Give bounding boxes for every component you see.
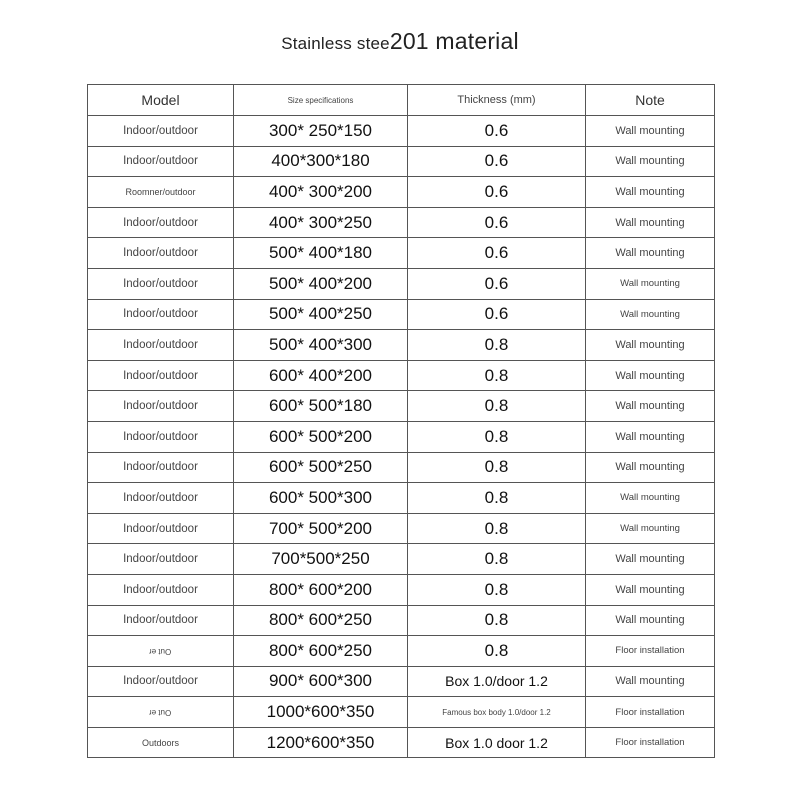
thickness-cell: 0.6 [408, 299, 586, 330]
note-cell: Floor installation [586, 636, 715, 667]
size-cell: 800* 600*200 [234, 574, 408, 605]
size-cell: 500* 400*180 [234, 238, 408, 269]
size-cell: 500* 400*300 [234, 330, 408, 361]
model-cell: Indoor/outdoor [88, 299, 234, 330]
model-cell: Indoor/outdoor [88, 605, 234, 636]
table-row [88, 330, 715, 361]
size-cell: 800* 600*250 [234, 605, 408, 636]
table-row [88, 207, 715, 238]
model-cell: Indoor/outdoor [88, 421, 234, 452]
note-cell: Wall mounting [586, 268, 715, 299]
size-cell: 700* 500*200 [234, 513, 408, 544]
thickness-cell: Box 1.0/door 1.2 [408, 666, 586, 697]
thickness-cell: Box 1.0 door 1.2 [408, 727, 586, 758]
size-cell: 600* 500*180 [234, 391, 408, 422]
table-row [88, 727, 715, 758]
table-row [88, 452, 715, 483]
note-cell: Wall mounting [586, 605, 715, 636]
size-cell: 400* 300*200 [234, 177, 408, 208]
thickness-cell: 0.6 [408, 177, 586, 208]
note-cell: Wall mounting [586, 544, 715, 575]
size-cell: 600* 400*200 [234, 360, 408, 391]
table-row [88, 421, 715, 452]
note-cell: Floor installation [586, 727, 715, 758]
model-rotated-text: Out er [149, 646, 172, 656]
thickness-cell: 0.6 [408, 116, 586, 147]
table-row [88, 605, 715, 636]
note-cell: Wall mounting [586, 116, 715, 147]
table-row [88, 360, 715, 391]
model-cell: Indoor/outdoor [88, 146, 234, 177]
note-cell: Wall mounting [586, 330, 715, 361]
model-cell: Indoor/outdoor [88, 452, 234, 483]
model-rotated-text: Out er [149, 708, 172, 718]
header-note: Note [586, 85, 715, 116]
size-cell: 400*300*180 [234, 146, 408, 177]
table-row [88, 636, 715, 667]
size-cell: 300* 250*150 [234, 116, 408, 147]
thickness-cell: 0.8 [408, 636, 586, 667]
table-row [88, 177, 715, 208]
note-cell: Wall mounting [586, 391, 715, 422]
size-cell: 1000*600*350 [234, 697, 408, 728]
table-row [88, 483, 715, 514]
size-cell: 1200*600*350 [234, 727, 408, 758]
size-cell: 900* 600*300 [234, 666, 408, 697]
model-cell: Indoor/outdoor [88, 330, 234, 361]
thickness-cell: 0.8 [408, 513, 586, 544]
model-cell [88, 636, 234, 667]
note-cell: Wall mounting [586, 177, 715, 208]
size-cell: 600* 500*250 [234, 452, 408, 483]
note-cell: Wall mounting [586, 238, 715, 269]
note-cell: Wall mounting [586, 146, 715, 177]
thickness-cell: 0.8 [408, 605, 586, 636]
model-cell: Indoor/outdoor [88, 360, 234, 391]
thickness-cell: 0.8 [408, 330, 586, 361]
header-model: Model [88, 85, 234, 116]
model-cell: Indoor/outdoor [88, 574, 234, 605]
note-cell: Wall mounting [586, 483, 715, 514]
title-part-2: 201 material [389, 28, 519, 54]
table-row [88, 544, 715, 575]
thickness-cell: 0.8 [408, 421, 586, 452]
note-cell: Wall mounting [586, 207, 715, 238]
size-cell: 600* 500*200 [234, 421, 408, 452]
table-row [88, 391, 715, 422]
note-cell: Wall mounting [586, 513, 715, 544]
page-title [0, 28, 800, 55]
note-cell: Wall mounting [586, 666, 715, 697]
size-cell: 800* 600*250 [234, 636, 408, 667]
table-row [88, 697, 715, 728]
model-cell: Indoor/outdoor [88, 483, 234, 514]
model-cell: Indoor/outdoor [88, 666, 234, 697]
note-cell: Wall mounting [586, 452, 715, 483]
model-cell: Indoor/outdoor [88, 116, 234, 147]
note-cell: Wall mounting [586, 299, 715, 330]
header-size: Size specifications [234, 85, 408, 116]
table-row [88, 268, 715, 299]
header-row [88, 85, 715, 116]
table-row [88, 666, 715, 697]
table-row [88, 116, 715, 147]
table-row [88, 299, 715, 330]
model-cell: Indoor/outdoor [88, 268, 234, 299]
size-cell: 400* 300*250 [234, 207, 408, 238]
table-row [88, 238, 715, 269]
spec-table [87, 84, 715, 758]
note-cell: Wall mounting [586, 360, 715, 391]
thickness-cell: 0.8 [408, 574, 586, 605]
model-cell: Indoor/outdoor [88, 391, 234, 422]
model-cell [88, 697, 234, 728]
thickness-cell: 0.8 [408, 544, 586, 575]
table-row [88, 574, 715, 605]
thickness-cell: 0.8 [408, 391, 586, 422]
size-cell: 700*500*250 [234, 544, 408, 575]
size-cell: 600* 500*300 [234, 483, 408, 514]
thickness-cell: Famous box body 1.0/door 1.2 [408, 697, 586, 728]
model-cell: Indoor/outdoor [88, 207, 234, 238]
size-cell: 500* 400*200 [234, 268, 408, 299]
model-cell: Indoor/outdoor [88, 513, 234, 544]
model-cell: Outdoors [88, 727, 234, 758]
note-cell: Floor installation [586, 697, 715, 728]
thickness-cell: 0.6 [408, 268, 586, 299]
title-part-1: Stainless stee [281, 34, 390, 53]
note-cell: Wall mounting [586, 574, 715, 605]
table-row [88, 146, 715, 177]
thickness-cell: 0.6 [408, 146, 586, 177]
size-cell: 500* 400*250 [234, 299, 408, 330]
model-cell: Indoor/outdoor [88, 544, 234, 575]
thickness-cell: 0.8 [408, 360, 586, 391]
header-thickness: Thickness (mm) [408, 85, 586, 116]
model-cell: Indoor/outdoor [88, 238, 234, 269]
thickness-cell: 0.8 [408, 452, 586, 483]
thickness-cell: 0.6 [408, 207, 586, 238]
thickness-cell: 0.6 [408, 238, 586, 269]
note-cell: Wall mounting [586, 421, 715, 452]
table-row [88, 513, 715, 544]
thickness-cell: 0.8 [408, 483, 586, 514]
model-cell: Roomner/outdoor [88, 177, 234, 208]
